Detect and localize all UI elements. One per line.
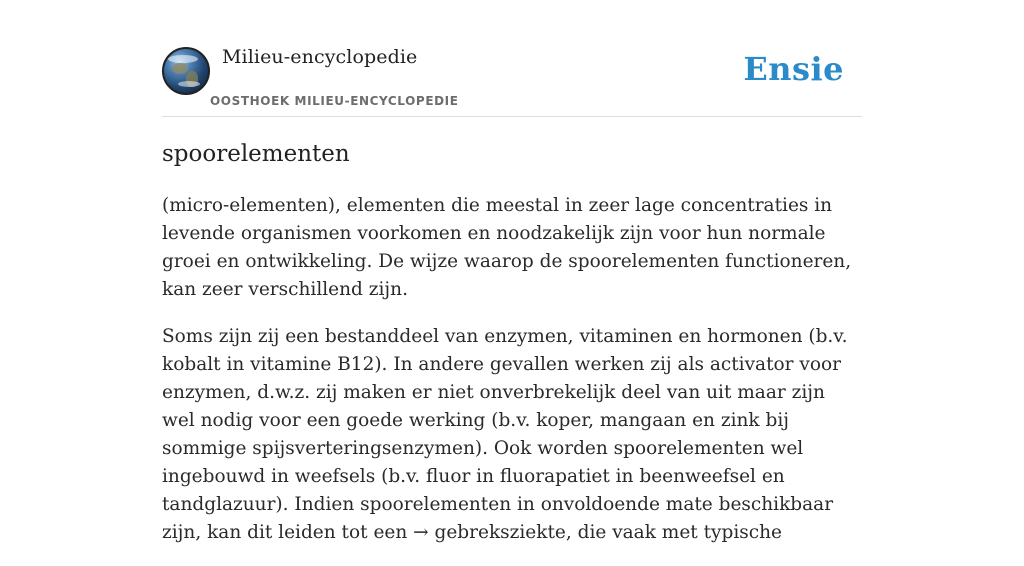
brand-logo[interactable]: Ensie [743, 50, 844, 88]
article-title: spoorelementen [162, 141, 350, 167]
page [162, 0, 862, 543]
site-title[interactable]: Milieu-encyclopedie [222, 46, 418, 68]
article-paragraph: Soms zijn zij een bestanddeel van enzymen, vitaminen en hormonen (b.v. kobalt in vitamine B12). In andere gevallen werken zij als activator voor enzymen, d.w.z. zij maken er niet onverbrekelijk deel van uit maar zijn wel nodig voor een goede werking (b.v. koper, mangaan en zink bij sommige spijsverteringsenzymen). Ook worden spoorelementen wel ingebouwd in weefsels (b.v. fluor in fluorapatiet in beenweefsel en tandglazuur). Indien spoorelementen in onvoldoende mate beschikbaar zijn, kan dit leiden tot een → gebreksziekte, die vaak met typische [162, 326, 848, 543]
article-body [162, 192, 862, 566]
earth-globe-icon[interactable] [162, 47, 210, 95]
site-header [162, 0, 862, 117]
article-paragraph: (micro-elementen), elementen die meestal in zeer lage concentraties in levende organismen voorkomen en noodzakelijk zijn voor hun normale groei en ontwikkeling. De wijze waarop de spoorelementen functioneren, kan zeer verschillend zijn. [162, 195, 852, 300]
site-subtitle: OOSTHOEK MILIEU-ENCYCLOPEDIE [210, 94, 459, 108]
